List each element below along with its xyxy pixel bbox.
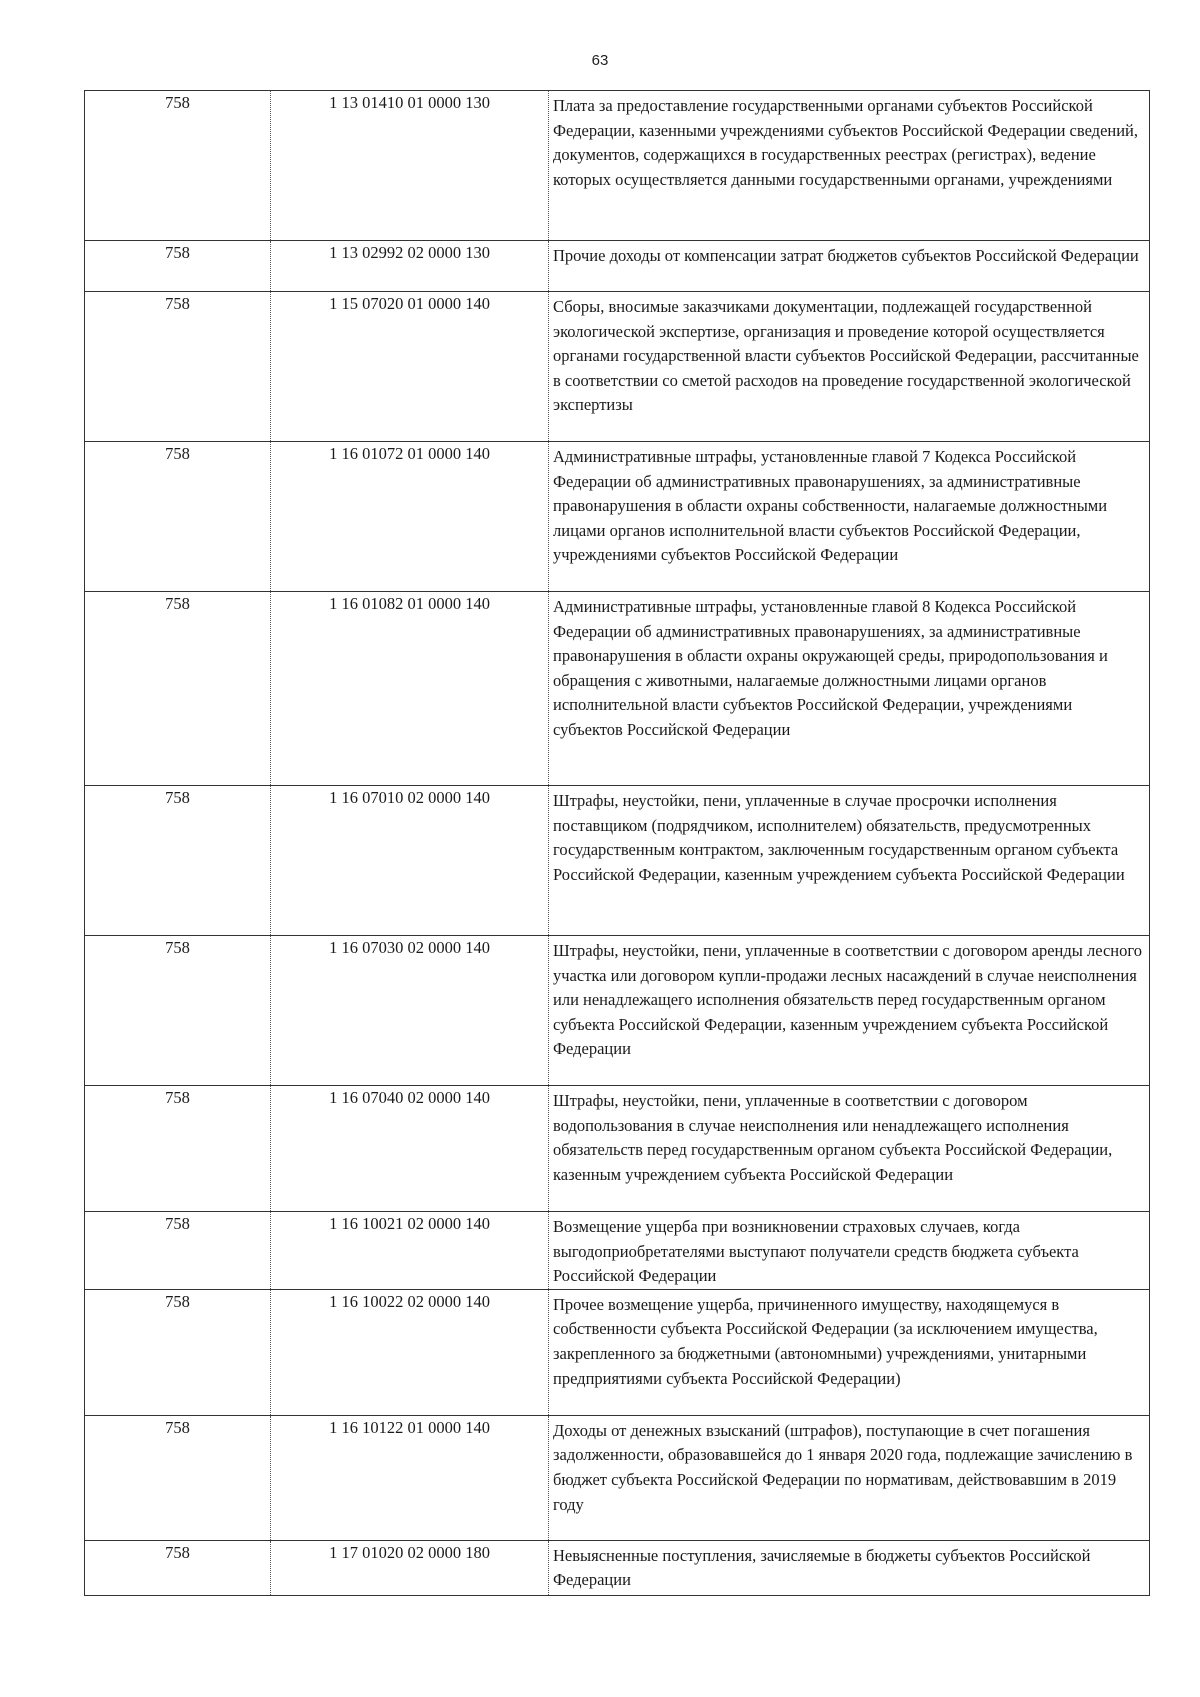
table-row xyxy=(85,592,1150,786)
budget-code-cell: 1 16 07030 02 0000 140 xyxy=(271,936,549,1086)
budget-code-cell: 1 13 01410 01 0000 130 xyxy=(271,91,549,241)
table-row xyxy=(85,1086,1150,1212)
admin-code-cell: 758 xyxy=(85,1540,271,1595)
table-row xyxy=(85,292,1150,442)
admin-code-cell: 758 xyxy=(85,1415,271,1540)
admin-code-cell: 758 xyxy=(85,936,271,1086)
admin-code-cell: 758 xyxy=(85,442,271,592)
description-cell: Прочие доходы от компенсации затрат бюджетов субъектов Российской Федерации xyxy=(549,241,1150,292)
description-cell: Сборы, вносимые заказчиками документации, подлежащей государственной экологической экспертизе, организация и проведение которой осуществляется органами государственной власти субъектов Российской Федерации, рассчитанные в соответствии со сметой расходов на проведение государственной экологической экспертизы xyxy=(549,292,1150,442)
table-row xyxy=(85,1415,1150,1540)
description-cell: Доходы от денежных взысканий (штрафов), поступающие в счет погашения задолженности, образовавшейся до 1 января 2020 года, подлежащие зачислению в бюджет субъекта Российской Федерации по нормативам, действовавшим в 2019 году xyxy=(549,1415,1150,1540)
description-cell: Невыясненные поступления, зачисляемые в бюджеты субъектов Российской Федерации xyxy=(549,1540,1150,1595)
admin-code-cell: 758 xyxy=(85,91,271,241)
table-row xyxy=(85,1540,1150,1595)
description-cell: Административные штрафы, установленные главой 7 Кодекса Российской Федерации об административных правонарушениях, за административные правонарушения в области охраны собственности, налагаемые должностными лицами органов исполнительной власти субъектов Российской Федерации, учреждениями субъектов Российской Федерации xyxy=(549,442,1150,592)
admin-code-cell: 758 xyxy=(85,1086,271,1212)
budget-code-cell: 1 13 02992 02 0000 130 xyxy=(271,241,549,292)
description-cell: Прочее возмещение ущерба, причиненного имуществу, находящемуся в собственности субъекта Российской Федерации (за исключением имущества, закрепленного за бюджетными (автономными) учреждениями, унитарными предприятиями субъекта Российской Федерации) xyxy=(549,1289,1150,1415)
budget-code-cell: 1 15 07020 01 0000 140 xyxy=(271,292,549,442)
revenue-codes-table xyxy=(84,90,1150,1596)
budget-code-cell: 1 16 01072 01 0000 140 xyxy=(271,442,549,592)
table-row xyxy=(85,936,1150,1086)
description-cell: Штрафы, неустойки, пени, уплаченные в соответствии с договором аренды лесного участка или договором купли-продажи лесных насаждений в случае неисполнения или ненадлежащего исполнения обязательств перед государственным органом субъекта Российской Федерации, казенным учреждением субъекта Российской Федерации xyxy=(549,936,1150,1086)
table-row xyxy=(85,241,1150,292)
table-row xyxy=(85,1212,1150,1290)
description-cell: Штрафы, неустойки, пени, уплаченные в случае просрочки исполнения поставщиком (подрядчиком, исполнителем) обязательств, предусмотренных государственным контрактом, заключенным государственным органом субъекта Российской Федерации, казенным учреждением субъекта Российской Федерации xyxy=(549,786,1150,936)
budget-code-cell: 1 16 07040 02 0000 140 xyxy=(271,1086,549,1212)
table-row xyxy=(85,1289,1150,1415)
admin-code-cell: 758 xyxy=(85,786,271,936)
budget-code-cell: 1 16 10021 02 0000 140 xyxy=(271,1212,549,1290)
budget-code-cell: 1 16 07010 02 0000 140 xyxy=(271,786,549,936)
description-cell: Возмещение ущерба при возникновении страховых случаев, когда выгодоприобретателями выступают получатели средств бюджета субъекта Российской Федерации xyxy=(549,1212,1150,1290)
table-row xyxy=(85,442,1150,592)
page-number: 63 xyxy=(591,52,609,69)
budget-code-cell: 1 16 10122 01 0000 140 xyxy=(271,1415,549,1540)
table-row xyxy=(85,91,1150,241)
admin-code-cell: 758 xyxy=(85,1289,271,1415)
budget-code-cell: 1 16 01082 01 0000 140 xyxy=(271,592,549,786)
description-cell: Плата за предоставление государственными органами субъектов Российской Федерации, казенными учреждениями субъектов Российской Федерации сведений, документов, содержащихся в государственных реестрах (регистрах), ведение которых осуществляется данными государственными органами, учреждениями xyxy=(549,91,1150,241)
admin-code-cell: 758 xyxy=(85,292,271,442)
budget-code-cell: 1 17 01020 02 0000 180 xyxy=(271,1540,549,1595)
admin-code-cell: 758 xyxy=(85,1212,271,1290)
admin-code-cell: 758 xyxy=(85,592,271,786)
budget-code-cell: 1 16 10022 02 0000 140 xyxy=(271,1289,549,1415)
table-row xyxy=(85,786,1150,936)
description-cell: Штрафы, неустойки, пени, уплаченные в соответствии с договором водопользования в случае неисполнения или ненадлежащего исполнения обязательств перед государственным органом субъекта Российской Федерации, казенным учреждением субъекта Российской Федерации xyxy=(549,1086,1150,1212)
description-cell: Административные штрафы, установленные главой 8 Кодекса Российской Федерации об административных правонарушениях, за административные правонарушения в области охраны окружающей среды, природопользования и обращения с животными, налагаемые должностными лицами органов исполнительной власти субъектов Российской Федерации, учреждениями субъектов Российской Федерации xyxy=(549,592,1150,786)
admin-code-cell: 758 xyxy=(85,241,271,292)
